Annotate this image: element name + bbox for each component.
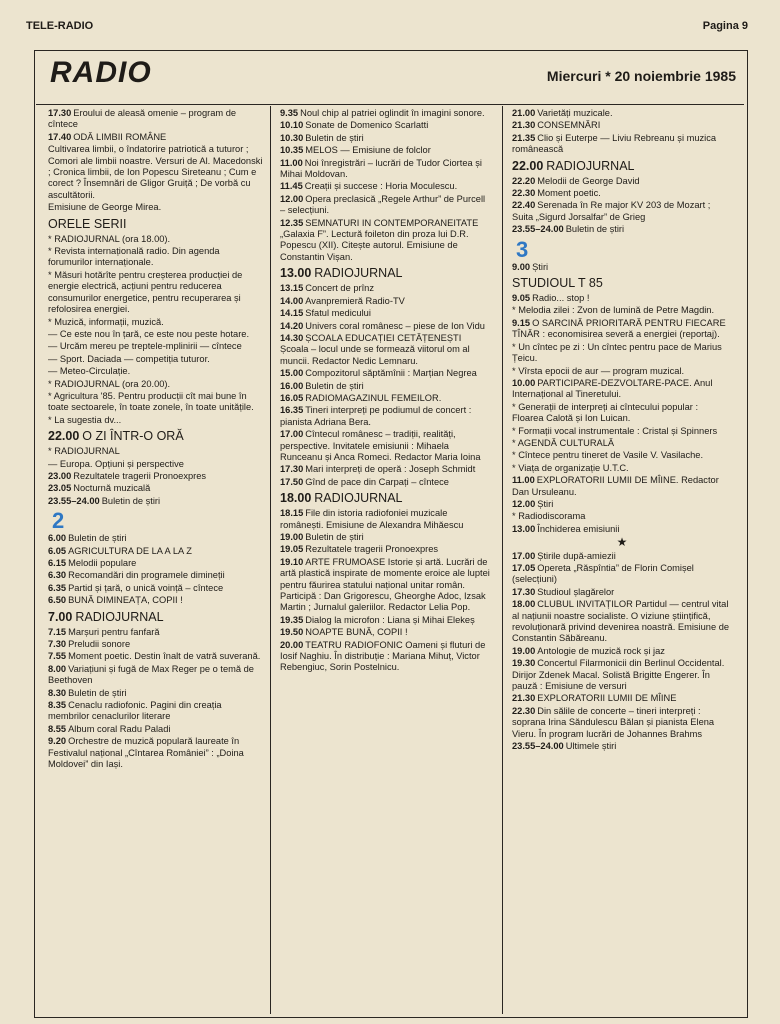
listing-text: CONSEMNĂRI bbox=[537, 120, 601, 131]
listing-text: ȘCOALA EDUCAȚIEI CETĂȚENEȘTI Școala – locul unde se formează viitorul om al muncii. Redactor Nedic Lemnaru. bbox=[280, 332, 470, 366]
listing-time: 8.35 bbox=[48, 700, 67, 711]
listing-item bbox=[48, 736, 263, 770]
listing-item bbox=[512, 293, 732, 304]
listing-time: 21.30 bbox=[512, 120, 536, 131]
listing-text: Din sălile de concerte – tineri interpreți : soprana Irina Săndulescu Bălan și pianista Elena Vieru. În program lucrări de Johannes Brahms bbox=[512, 705, 715, 739]
listing-text: Melodii populare bbox=[68, 558, 137, 568]
listing-item bbox=[280, 393, 492, 404]
listing-text: Moment poetic. bbox=[537, 188, 601, 199]
listing-text: Închiderea emisiunii bbox=[537, 523, 620, 534]
listing-item bbox=[48, 496, 263, 507]
listing-item bbox=[512, 463, 732, 474]
listing-time: 6.50 bbox=[48, 595, 67, 606]
program-2-night bbox=[512, 108, 732, 236]
listing-text: RADIOJURNAL bbox=[546, 158, 635, 173]
listing-item bbox=[512, 188, 732, 199]
listing-text: * Un cîntec pe zi : Un cîntec pentru pace de Marius Țeicu. bbox=[512, 341, 722, 364]
listing-text: Nocturnă muzicală bbox=[73, 483, 151, 494]
listing-item bbox=[512, 499, 732, 510]
listing-item bbox=[280, 283, 492, 294]
listing-item bbox=[48, 595, 263, 606]
listing-text: * Muzică, informații, muzică. bbox=[48, 316, 164, 327]
listing-text: Opera preclasică „Regele Arthur” de Purcell – selecțiuni. bbox=[280, 193, 486, 216]
listing-item bbox=[512, 438, 732, 449]
listing-text: Dialog la microfon : Liana și Mihai Elekeș bbox=[305, 614, 475, 625]
page-number: Pagina 9 bbox=[702, 20, 748, 32]
listing-item bbox=[280, 491, 492, 506]
listing-item bbox=[48, 558, 263, 569]
listing-item bbox=[48, 202, 263, 213]
listing-item bbox=[280, 615, 492, 626]
program-number: 3 bbox=[516, 236, 529, 262]
listing-time: 22.30 bbox=[512, 705, 536, 716]
listing-text: * RADIOJURNAL (ora 20.00). bbox=[48, 378, 171, 389]
star-separator: ★ bbox=[616, 535, 628, 550]
listing-item bbox=[512, 133, 732, 156]
listing-item bbox=[280, 508, 492, 531]
listing-time: 22.00 bbox=[48, 429, 80, 444]
listing-text: ARTE FRUMOASE Istorie și artă. Lucrări de artă plastică inspirate de momente eroice ale luptei pentru făurirea statului național unitar român. Participă : Dan Grigorescu, Gheorghe Adoc, Izsak Martin ; Jurnalul galeriilor. Redactor Lelia Pop. bbox=[280, 556, 490, 613]
listing-item bbox=[512, 378, 732, 401]
listing-text: Cîntecul românesc – tradiții, realități, perspective. Invitatele emisiunii : Mihaela Runceanu și Anca Romeci. Redactor Maria Ioina bbox=[280, 429, 481, 462]
listing-text: * Generații de interpreți ai cîntecului popular : Floarea Calotă și Ion Luican. bbox=[512, 401, 699, 424]
listing-text: Marșuri pentru fanfară bbox=[68, 626, 160, 637]
listing-time: 18.15 bbox=[280, 508, 304, 519]
listing-text: * Măsuri hotărîte pentru creșterea producției de energie electrică, acțiuni pentru reducerea consumurilor energetice, pentru recuperarea și refolosirea energiei. bbox=[48, 269, 243, 315]
listing-time: 17.40 bbox=[48, 131, 72, 142]
listing-item bbox=[48, 664, 263, 687]
listing-item bbox=[280, 308, 492, 319]
listing-time: 12.00 bbox=[280, 193, 304, 204]
listing-text: Serenada în Re major KV 203 de Mozart ; Suita „Sigurd Jorsalfar” de Grieg bbox=[512, 200, 711, 222]
listing-text: Opereta „Răspîntia” de Florin Comișel (selecțiuni) bbox=[512, 563, 694, 585]
listing-time: 17.05 bbox=[512, 563, 536, 573]
listing-time: 10.30 bbox=[280, 132, 304, 143]
listing-text: Noul chip al patriei oglindit în imagini sonore. bbox=[300, 108, 485, 118]
listing-text: CLUBUL INVITAȚILOR Partidul — centrul vital al națiunii noastre socialiste. O viziune științifică, revoluționară privind devenirea noastră. Emisiune de Constantin Săbăreanu. bbox=[512, 599, 730, 644]
listing-text: — Europa. Opțiuni și perspective bbox=[48, 458, 184, 469]
section-label: TELE-RADIO bbox=[26, 20, 94, 32]
listing-item bbox=[512, 305, 732, 316]
listing-item bbox=[512, 224, 732, 235]
listing-time: 7.00 bbox=[48, 609, 73, 624]
listing-item bbox=[512, 318, 732, 341]
listing-text: Avanpremieră Radio-TV bbox=[305, 295, 405, 306]
listing-time: 16.00 bbox=[280, 380, 304, 391]
listing-text: EXPLORATORII LUMII DE MÎINE. Redactor Dan Ursuleanu. bbox=[512, 475, 719, 497]
listing-time: 21.30 bbox=[512, 693, 536, 704]
column-1 bbox=[48, 108, 263, 772]
listing-text: Album coral Radu Paladi bbox=[68, 723, 171, 734]
listing-text: Știri bbox=[537, 498, 554, 509]
listing-item bbox=[280, 158, 492, 181]
listing-item bbox=[280, 266, 492, 281]
listing-time: 17.30 bbox=[280, 464, 304, 475]
listing-time: 10.10 bbox=[280, 120, 304, 131]
listing-time: 19.05 bbox=[280, 544, 304, 555]
listing-time: 19.00 bbox=[512, 645, 536, 656]
listing-time: 17.50 bbox=[280, 476, 304, 487]
listing-item bbox=[48, 217, 263, 232]
listing-time: 8.55 bbox=[48, 723, 67, 734]
listing-time: 19.00 bbox=[280, 532, 304, 542]
listing-time: 23.05 bbox=[48, 483, 72, 494]
listing-item bbox=[280, 464, 492, 475]
listing-time: 7.55 bbox=[48, 651, 67, 662]
listing-item bbox=[512, 524, 732, 535]
listing-item bbox=[512, 276, 732, 291]
listing-text: PARTICIPARE-DEZVOLTARE-PACE. Anul Internațional al Tineretului. bbox=[512, 377, 713, 400]
listing-time: 17.30 bbox=[512, 586, 536, 597]
listing-item bbox=[48, 379, 263, 390]
listing-time: 11.45 bbox=[280, 181, 303, 192]
listing-text: * Cîntece pentru tineret de Vasile V. Vasilache. bbox=[512, 450, 704, 461]
listing-item bbox=[48, 570, 263, 581]
listing-item bbox=[280, 108, 492, 119]
listing-text: * Radiodiscorama bbox=[512, 511, 586, 522]
listing-time: 13.00 bbox=[280, 266, 312, 281]
listing-time: 18.00 bbox=[280, 491, 312, 506]
listing-time: 22.00 bbox=[512, 158, 544, 173]
listing-item bbox=[512, 176, 732, 187]
listing-text: Preludii sonore bbox=[68, 639, 131, 650]
page-title: RADIO bbox=[50, 56, 152, 89]
listing-time: 19.50 bbox=[280, 627, 304, 638]
listing-time: 19.10 bbox=[280, 556, 304, 567]
listing-time: 14.30 bbox=[280, 332, 304, 343]
listing-item bbox=[280, 133, 492, 144]
listing-time: 19.35 bbox=[280, 614, 304, 625]
listing-text: Sfatul medicului bbox=[305, 308, 371, 319]
listing-text: Gînd de pace din Carpați – cîntece bbox=[305, 476, 449, 487]
listing-text: Cenaclu radiofonic. Pagini din creația membrilor cenaclurilor literare bbox=[48, 700, 222, 722]
listing-text: Creații și succese : Horia Moculescu. bbox=[304, 181, 458, 192]
listing-text: Radio... stop ! bbox=[532, 293, 590, 304]
listing-time: 22.20 bbox=[512, 175, 536, 186]
listing-text: * Agricultura '85. Pentru producții cît mai bune în toate sectoarele, în toate zonele, în toate unitățile. bbox=[48, 390, 254, 413]
listing-time: 10.00 bbox=[512, 377, 536, 388]
listing-item bbox=[512, 366, 732, 377]
listing-time: 22.30 bbox=[512, 188, 536, 199]
listing-time: 12.35 bbox=[280, 217, 304, 228]
listing-text: * Revista internațională radio. Din agenda forumurilor internaționale. bbox=[48, 246, 220, 268]
listing-time: 17.00 bbox=[280, 429, 304, 440]
broadcast-date: Miercuri * 20 noiembrie 1985 bbox=[546, 68, 736, 84]
listing-time: 14.20 bbox=[280, 320, 304, 331]
listing-item bbox=[280, 627, 492, 638]
listing-time: 23.55–24.00 bbox=[512, 741, 564, 752]
listing-text: Univers coral românesc – piese de Ion Vidu bbox=[305, 320, 485, 331]
listing-item bbox=[48, 429, 263, 444]
listing-item bbox=[280, 405, 492, 428]
listing-item bbox=[280, 429, 492, 463]
listing-text: * RADIOJURNAL bbox=[48, 446, 120, 457]
listing-time: 23.55–24.00 bbox=[48, 495, 100, 506]
column-divider bbox=[502, 106, 503, 1014]
listing-item bbox=[512, 159, 732, 174]
listing-item bbox=[512, 120, 732, 131]
listing-item bbox=[512, 658, 732, 692]
listing-item bbox=[512, 108, 732, 119]
listing-item bbox=[280, 532, 492, 543]
listing-text: AGRICULTURA DE LA A LA Z bbox=[68, 545, 192, 556]
listing-item bbox=[280, 381, 492, 392]
listing-time: 16.05 bbox=[280, 392, 304, 403]
listing-time: 14.00 bbox=[280, 295, 304, 306]
listing-text: RADIOMAGAZINUL FEMEILOR. bbox=[305, 392, 442, 403]
listing-item bbox=[280, 477, 492, 488]
listing-item bbox=[280, 296, 492, 307]
listing-text: Rezultatele tragerii Pronoexpres bbox=[73, 470, 207, 481]
column-2 bbox=[280, 108, 492, 675]
listing-text: * AGENDĂ CULTURALĂ bbox=[512, 437, 615, 448]
listing-item bbox=[48, 329, 263, 340]
listing-item bbox=[512, 741, 732, 752]
listing-item bbox=[48, 533, 263, 544]
listing-item bbox=[512, 262, 732, 273]
listing-text: Varietăți muzicale. bbox=[537, 108, 613, 118]
listing-text: * Vîrsta epocii de aur — program muzical. bbox=[512, 365, 685, 376]
listing-text: Tineri interpreți pe podiumul de concert : pianista Adriana Bera. bbox=[280, 405, 472, 427]
listing-item bbox=[280, 181, 492, 192]
listing-time: 19.30 bbox=[512, 658, 536, 669]
listing-item bbox=[48, 317, 263, 328]
listing-time: 21.35 bbox=[512, 132, 536, 143]
listing-text: Buletin de știri bbox=[68, 687, 127, 698]
listing-text: Studioul șlagărelor bbox=[537, 586, 615, 597]
listing-text: — Urcăm mereu pe treptele-mplinirii — cîntece bbox=[48, 341, 242, 352]
listing-item bbox=[48, 132, 263, 143]
listing-time: 18.00 bbox=[512, 599, 536, 610]
listing-text: Mari interpreți de operă : Joseph Schmidt bbox=[305, 464, 476, 475]
listing-item bbox=[48, 366, 263, 377]
listing-time: 10.35 bbox=[280, 145, 304, 156]
listing-text: EXPLORATORII LUMII DE MÎINE bbox=[537, 693, 677, 704]
listing-item bbox=[48, 471, 263, 482]
listing-item bbox=[280, 640, 492, 674]
program-2-day bbox=[280, 108, 492, 674]
listing-item bbox=[48, 446, 263, 457]
listing-time: 7.15 bbox=[48, 626, 67, 637]
listing-text: ODĂ LIMBII ROMÂNE bbox=[73, 131, 167, 142]
listing-item bbox=[280, 120, 492, 131]
listing-item bbox=[512, 693, 732, 704]
listing-text: Melodii de George David bbox=[537, 175, 640, 186]
listing-time: 17.00 bbox=[512, 550, 536, 561]
listing-text: Buletin de știri bbox=[305, 380, 364, 391]
listing-text: RADIOJURNAL bbox=[314, 491, 403, 506]
listing-time: 6.05 bbox=[48, 545, 67, 556]
listing-item bbox=[280, 194, 492, 217]
listing-item bbox=[48, 639, 263, 650]
listing-time: 6.15 bbox=[48, 558, 67, 568]
listing-text: Eroului de aleasă omenie – program de cîntece bbox=[48, 108, 237, 130]
listing-time: 9.05 bbox=[512, 293, 531, 304]
listing-text: * Formații vocal instrumentale : Cristal și Spinners bbox=[512, 425, 718, 436]
listing-item bbox=[48, 610, 263, 625]
listing-time: 11.00 bbox=[280, 157, 303, 168]
listing-time: 9.35 bbox=[280, 108, 299, 118]
listing-text: SEMNATURI IN CONTEMPORANEITATE „Galaxia F”. Lectură foileton din proza lui D.R. Popescu (XII). Citește autorul. Emisiune de Constantin Vișan. bbox=[280, 217, 479, 262]
listing-time: 9.20 bbox=[48, 736, 67, 747]
program-3-afternoon bbox=[512, 551, 732, 753]
listing-text: Clio și Euterpe — Liviu Rebreanu și muzica românească bbox=[512, 132, 717, 155]
listing-time: 16.35 bbox=[280, 405, 304, 416]
listing-text: Emisiune de George Mirea. bbox=[48, 202, 162, 213]
listing-text: Recomandări din programele dimineții bbox=[68, 570, 225, 581]
listing-item bbox=[48, 415, 263, 426]
listing-item bbox=[512, 426, 732, 437]
listing-text: Buletin de știri bbox=[68, 533, 127, 544]
listing-time: 15.00 bbox=[280, 368, 304, 379]
column-divider bbox=[270, 106, 271, 1014]
listing-text: — Ce este nou în țară, ce este nou peste hotare. bbox=[48, 328, 250, 339]
program-2-morning bbox=[48, 533, 263, 770]
listing-item bbox=[512, 200, 732, 223]
listing-item bbox=[48, 651, 263, 662]
listing-item bbox=[512, 511, 732, 522]
listing-time: 7.30 bbox=[48, 639, 67, 650]
listing-text: — Meteo-Circulație. bbox=[48, 366, 131, 377]
listing-text: — Sport. Daciada — competiția tuturor. bbox=[48, 353, 210, 364]
listing-time: 13.00 bbox=[512, 523, 536, 534]
listing-item bbox=[48, 246, 263, 269]
listing-time: 9.15 bbox=[512, 317, 531, 328]
listing-item bbox=[512, 587, 732, 598]
listing-item bbox=[48, 583, 263, 594]
listing-text: * Viața de organizație U.T.C. bbox=[512, 462, 629, 473]
listing-item bbox=[48, 627, 263, 638]
listing-text: MELOS — Emisiune de folclor bbox=[305, 145, 431, 156]
listing-item bbox=[512, 450, 732, 461]
program-number: 2 bbox=[52, 508, 65, 534]
listing-text: Noi înregistrări – lucrări de Tudor Ciortea și Mihai Moldovan. bbox=[280, 157, 482, 180]
listing-item bbox=[280, 333, 492, 367]
listing-text: STUDIOUL T 85 bbox=[512, 276, 603, 291]
listing-item bbox=[280, 321, 492, 332]
listing-text: O ZI ÎNTR-O ORĂ bbox=[82, 429, 184, 444]
listing-text: Buletin de știri bbox=[101, 495, 161, 506]
listing-time: 23.55–24.00 bbox=[512, 224, 564, 235]
listing-text: O SARCINĂ PRIORITARĂ PENTRU FIECARE TÎNĂR : economisirea severă a energiei (reportaj). bbox=[512, 317, 726, 340]
listing-item bbox=[512, 599, 732, 645]
listing-text: Concert de prînz bbox=[305, 283, 374, 294]
listing-text: Partid și țară, o unică voință – cîntece bbox=[68, 582, 224, 593]
listing-text: Variațiuni și fugă de Max Reger pe o temă de Beethoven bbox=[48, 663, 254, 686]
listing-text: Buletin de știri bbox=[305, 532, 364, 542]
listing-text: NOAPTE BUNĂ, COPII ! bbox=[305, 627, 408, 638]
listing-time: 6.30 bbox=[48, 570, 67, 581]
listing-text: Cultivarea limbii, o îndatorire patriotică a tuturor ; Comori ale limbii noastre. Versuri de Al. Macedonski ; Cronica limbii, de Ion Popescu Sireteanu ; Cum e corect ? Însemnări de Gligor Gruiță ; De vorbă cu ascultătorii. bbox=[48, 144, 263, 200]
listing-item bbox=[48, 270, 263, 316]
program-1-evening bbox=[48, 108, 263, 507]
listing-time: 21.00 bbox=[512, 108, 536, 118]
listing-item bbox=[280, 218, 492, 264]
listing-text: * La sugestia dv... bbox=[48, 414, 122, 425]
listing-item bbox=[48, 688, 263, 699]
listing-text: * Melodia zilei : Zvon de lumină de Petre Magdin. bbox=[512, 305, 715, 316]
listing-item bbox=[48, 144, 263, 201]
listing-time: 14.15 bbox=[280, 308, 304, 319]
listing-item bbox=[512, 551, 732, 562]
listing-time: 6.35 bbox=[48, 582, 67, 593]
listing-text: Știrile după-amiezii bbox=[537, 550, 616, 561]
listing-time: 17.30 bbox=[48, 108, 72, 118]
listing-text: Rezultatele tragerii Pronoexpres bbox=[305, 544, 439, 555]
listing-text: Moment poetic. Destin înalt de vatră suverană. bbox=[68, 651, 261, 662]
listing-item bbox=[280, 368, 492, 379]
listing-item bbox=[512, 646, 732, 657]
listing-text: BUNĂ DIMINEAȚA, COPII ! bbox=[68, 595, 183, 606]
listing-item bbox=[280, 557, 492, 614]
listing-item bbox=[512, 706, 732, 740]
column-3 bbox=[512, 108, 732, 754]
listing-text: * RADIOJURNAL (ora 18.00). bbox=[48, 233, 171, 244]
listing-item bbox=[48, 354, 263, 365]
listing-text: Sonate de Domenico Scarlatti bbox=[305, 120, 429, 131]
listing-item bbox=[48, 391, 263, 414]
listing-item bbox=[280, 544, 492, 555]
listing-text: File din istoria radiofoniei muzicale românești. Emisiune de Alexandra Mihăescu bbox=[280, 508, 464, 530]
listing-text: TEATRU RADIOFONIC Oameni și fluturi de Iosif Naghiu. În distribuție : Mariana Mihuț, Victor Rebengiuc, Sorin Postelnicu. bbox=[280, 639, 486, 673]
listing-text: RADIOJURNAL bbox=[314, 266, 403, 281]
listing-item bbox=[512, 475, 732, 498]
listing-item bbox=[512, 563, 732, 586]
listing-time: 8.30 bbox=[48, 687, 67, 698]
listing-item bbox=[48, 341, 263, 352]
listing-item bbox=[48, 234, 263, 245]
listing-text: Compozitorul săptămînii : Marțian Negrea bbox=[305, 368, 477, 379]
listing-text: RADIOJURNAL bbox=[75, 609, 164, 624]
listing-time: 6.00 bbox=[48, 533, 67, 544]
listing-time: 20.00 bbox=[280, 639, 304, 650]
listing-time: 9.00 bbox=[512, 261, 531, 272]
listing-item bbox=[48, 700, 263, 723]
listing-time: 12.00 bbox=[512, 498, 536, 509]
listing-item bbox=[512, 342, 732, 365]
listing-item bbox=[280, 145, 492, 156]
listing-text: Concertul Filarmonicii din Berlinul Occidental. Dirijor Zdenek Macal. Solistă Brigitte Engerer. În pauză : Emisiune de versuri bbox=[512, 658, 725, 692]
listing-item bbox=[48, 724, 263, 735]
listing-item bbox=[48, 108, 263, 131]
listing-text: Ultimele știri bbox=[565, 741, 617, 752]
listing-text: Buletin de știri bbox=[565, 224, 625, 235]
listing-item bbox=[48, 546, 263, 557]
listing-time: 8.00 bbox=[48, 663, 67, 674]
listing-time: 11.00 bbox=[512, 475, 535, 486]
listing-text: ORELE SERII bbox=[48, 216, 127, 231]
listing-item bbox=[48, 483, 263, 494]
program-3-morning bbox=[512, 262, 732, 536]
header-divider bbox=[36, 104, 744, 105]
listing-text: Știri bbox=[532, 261, 549, 272]
listing-text: Buletin de știri bbox=[305, 132, 364, 143]
listing-time: 23.00 bbox=[48, 470, 72, 481]
listing-time: 13.15 bbox=[280, 283, 304, 294]
listing-item bbox=[48, 459, 263, 470]
listing-text: Antologie de muzică rock și jaz bbox=[537, 645, 665, 656]
listing-time: 22.40 bbox=[512, 200, 536, 211]
listing-item bbox=[512, 402, 732, 425]
listing-text: Orchestre de muzică populară laureate în Festivalul național „Cîntarea României” : „Doina Moldovei” din Iași. bbox=[48, 736, 244, 770]
